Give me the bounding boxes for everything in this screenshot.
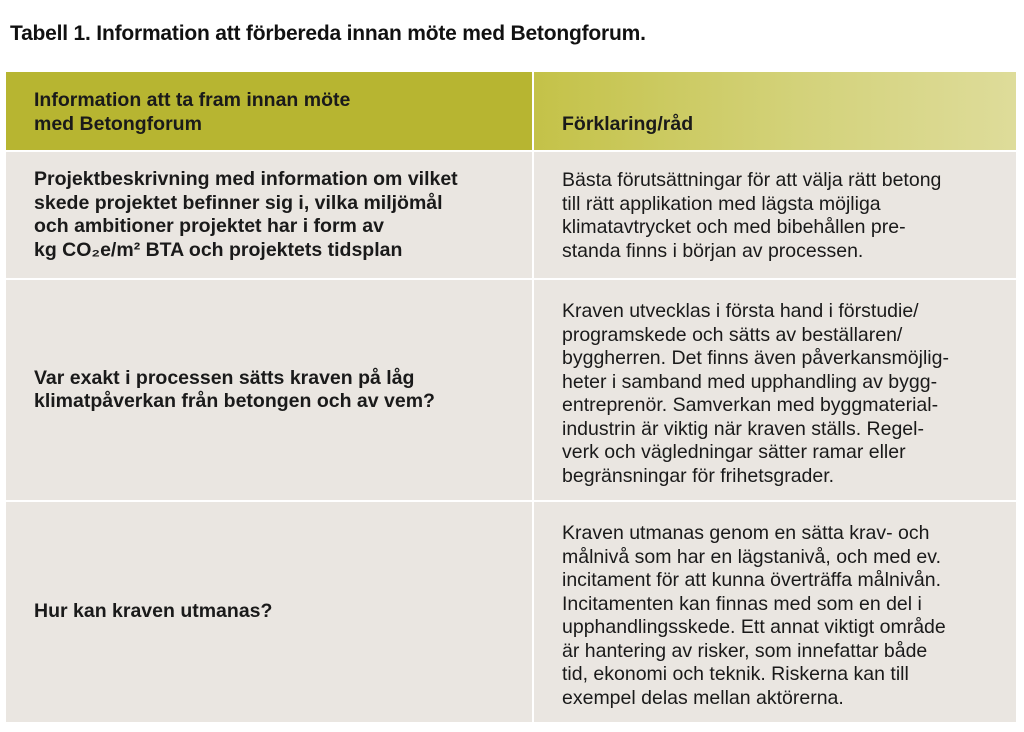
answer-line: upphandlingsskede. Ett annat viktigt område [562,616,946,638]
table-row [6,280,1016,500]
table-row [6,152,1016,278]
answer-line: heter i samband med upphandling av bygg- [562,370,938,393]
answer-line: Incitamenten kan finnas med som en del i [562,592,922,615]
answer-line: exempel delas mellan aktörerna. [562,686,844,709]
answer-line: verk och vägledningar sätter ramar eller [562,441,906,463]
answer-cell [534,502,1016,722]
table-row [6,502,1016,722]
header-cell-explanation [534,72,1016,150]
answer-line: målnivå som har en lägstanivå, och med ev. [562,545,941,568]
question-line: Var exakt i processen sätts kraven på låg [34,366,415,389]
question-line: klimatpåverkan från betongen och av vem? [34,390,435,412]
question-cell [6,280,534,500]
answer-line: industrin är viktig när kraven ställs. Regel- [562,417,924,440]
info-table [6,72,1016,722]
answer-cell [534,280,1016,500]
question-line: Hur kan kraven utmanas? [34,600,273,623]
answer-line: begränsningar för frihetsgrader. [562,464,835,487]
question-line: Projektbeskrivning med information om vilket [34,168,458,190]
answer-line: incitament för att kunna överträffa målnivån. [562,569,942,591]
header-cell-information [6,72,534,150]
question-cell [6,152,534,278]
answer-line: till rätt applikation med lägsta möjliga [562,192,881,215]
header-label-line: Information att ta fram innan möte [34,89,351,111]
answer-line: är hantering av risker, som innefattar både [562,639,928,662]
answer-line: Kraven utmanas genom en sätta krav- och [562,522,930,544]
answer-line: Kraven utvecklas i första hand i förstudie/ [562,300,919,322]
answer-line: standa finns i början av processen. [562,239,864,262]
header-label: Förklaring/råd [562,112,694,135]
answer-line: byggherren. Det finns även påverkansmöjlig- [562,347,949,369]
question-cell [6,502,534,722]
question-line: skede projektet befinner sig i, vilka miljömål [34,191,443,214]
answer-line: tid, ekonomi och teknik. Riskerna kan till [562,663,909,685]
table-caption: Tabell 1. Information att förbereda innan möte med Betongforum. [10,22,646,45]
question-line: och ambitioner projektet har i form av [34,215,384,237]
header-label-line: med Betongforum [34,112,202,135]
answer-line: programskede och sätts av beställaren/ [562,323,903,346]
answer-line: klimatavtrycket och med bibehållen pre- [562,216,906,238]
answer-line: Bästa förutsättningar för att välja rätt betong [562,169,942,191]
answer-line: entreprenör. Samverkan med byggmaterial- [562,394,939,416]
question-line: kg CO₂e/m² BTA och projektets tidsplan [34,238,403,261]
answer-cell [534,152,1016,278]
table-header-row [6,72,1016,150]
